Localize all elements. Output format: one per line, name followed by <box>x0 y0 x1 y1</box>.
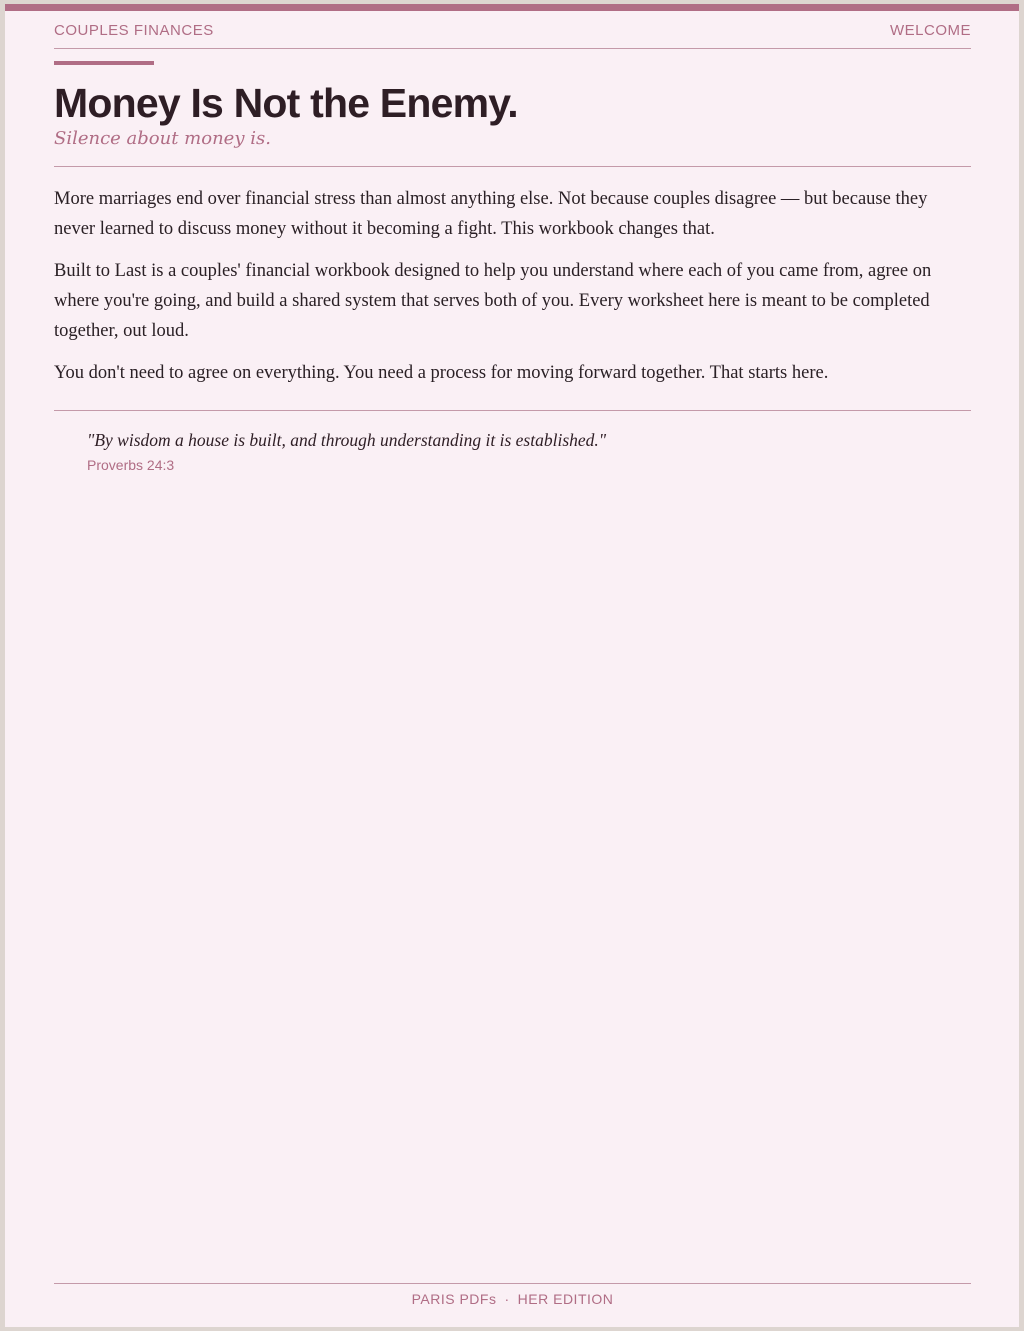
footer-edition: HER EDITION <box>517 1291 614 1307</box>
top-accent-bar <box>5 4 1019 11</box>
intro-paragraph: Built to Last is a couples' financial workbook designed to help you understand where each of you came from, agree on where you're going, and build a shared system that serves both of you. Every worksheet here is meant to be completed together, out loud. <box>54 261 932 341</box>
page-label: WELCOME <box>889 22 971 39</box>
footer-brand: PARIS PDFs <box>411 1291 497 1307</box>
footer-separator: · <box>504 1291 510 1307</box>
intro-paragraph: More marriages end over financial stress than almost anything else. Not because couples disagree — but because they never learned to discuss money without it becoming a fight. This workbook changes that. <box>54 189 928 239</box>
page-header <box>54 22 971 49</box>
intro-body <box>54 184 971 400</box>
intro-paragraph: You don't need to agree on everything. You need a process for moving forward together. That starts here. <box>54 363 829 383</box>
workbook-page <box>5 4 1019 1327</box>
quote-divider <box>54 410 971 411</box>
title-divider <box>54 166 971 167</box>
section-label: COUPLES FINANCES <box>54 22 214 39</box>
quote-citation: Proverbs 24:3 <box>87 457 175 473</box>
page-subtitle: Silence about money is. <box>54 128 271 149</box>
title-accent-rule <box>54 61 154 65</box>
quote-text: "By wisdom a house is built, and through understanding it is established." <box>87 430 607 450</box>
page-title: Money Is Not the Enemy. <box>54 80 518 126</box>
scripture-quote <box>87 428 947 473</box>
page-footer <box>54 1283 971 1307</box>
